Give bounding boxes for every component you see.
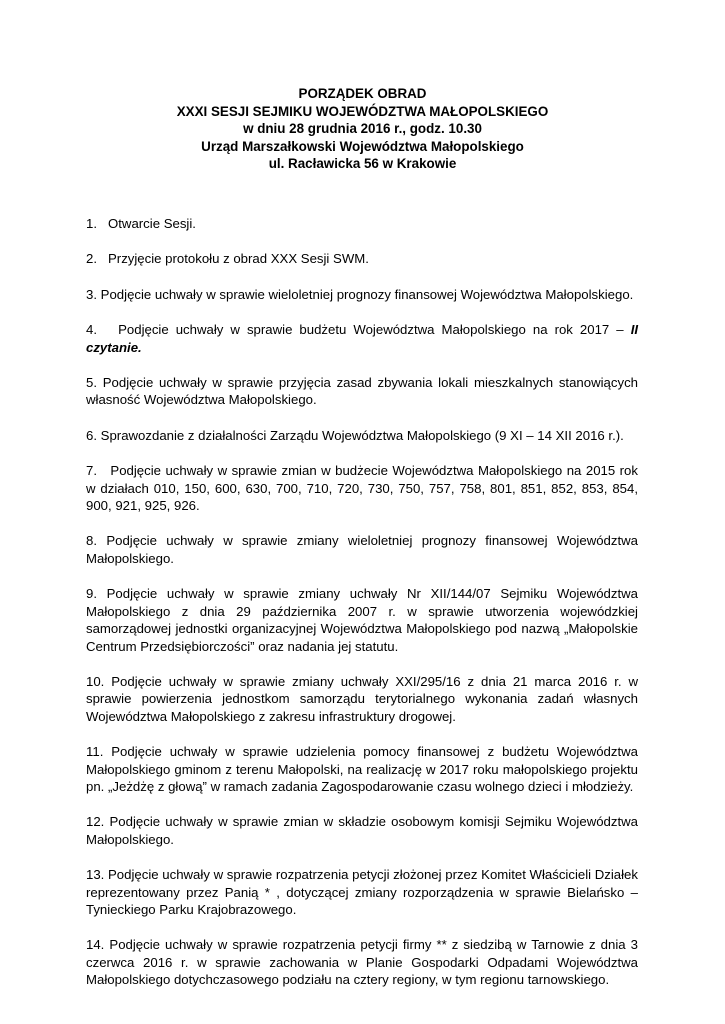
agenda-item-number: 12. xyxy=(86,814,105,830)
header-session: XXXI SESJI SEJMIKU WOJEWÓDZTWA MAŁOPOLSKIEGO xyxy=(176,103,549,119)
agenda-item-text: Podjęcie uchwały w sprawie udzielenia pomocy finansowej z budżetu Województwa Małopolskiego gminom z terenu Małopolski, na realizację w 2017 roku małopolskiego projektu pn. „Jeżdżę z głową” w ramach zadania Zagospodarowanie czasu wolnego dzieci i młodzieży. xyxy=(86,744,639,794)
agenda-item-number: 4. xyxy=(86,322,97,338)
agenda-item-number: 11. xyxy=(86,744,104,760)
agenda-item-text: Podjęcie uchwały w sprawie zmiany wieloletniej prognozy finansowej Województwa Małopolskiego. xyxy=(86,533,638,566)
agenda-item xyxy=(86,936,638,988)
agenda-item-number: 5. xyxy=(86,375,97,391)
agenda-item xyxy=(86,374,638,409)
agenda-item xyxy=(86,673,638,725)
agenda-item-text: Podjęcie uchwały w sprawie budżetu Województwa Małopolskiego na rok 2017 – xyxy=(118,322,624,338)
agenda-item xyxy=(86,321,638,356)
agenda-item xyxy=(86,532,638,567)
agenda-item-text: Podjęcie uchwały w sprawie wieloletniej prognozy finansowej Województwa Małopolskiego. xyxy=(100,286,634,302)
agenda-item xyxy=(86,866,638,918)
agenda-item-number: 9. xyxy=(86,586,97,602)
agenda-item-text: Otwarcie Sesji. xyxy=(108,216,196,231)
agenda-item-text: Podjęcie uchwały w sprawie zmiany uchwały Nr XII/144/07 Sejmiku Województwa Małopolskiego z dnia 29 października 2007 r. w sprawie utworzenia wojewódzkiej samorządowej jednostki organizacyjnej Województwa Małopolskiego pod nazwą „Małopolskie Centrum Przedsiębiorczości” oraz nadania jej statutu. xyxy=(86,586,638,654)
agenda-item-text: Sprawozdanie z działalności Zarządu Województwa Małopolskiego (9 XI – 14 XII 2016 r.). xyxy=(100,427,624,443)
agenda-item xyxy=(86,427,638,444)
agenda-item xyxy=(86,286,638,303)
agenda-item-number: 10. xyxy=(86,673,105,689)
agenda-item-text: Podjęcie uchwały w sprawie przyjęcia zasad zbywania lokali mieszkalnych stanowiących własność Województwa Małopolskiego. xyxy=(86,375,638,408)
document-header xyxy=(0,85,725,173)
agenda-item-number: 8. xyxy=(86,533,97,549)
agenda-item-number: 14. xyxy=(86,937,105,953)
agenda-item xyxy=(86,743,638,795)
agenda-item-emphasis: II czytanie. xyxy=(86,322,639,355)
agenda-item xyxy=(86,585,638,655)
agenda-item xyxy=(86,462,638,514)
agenda-item-text: Podjęcie uchwały w sprawie zmian w budżecie Województwa Małopolskiego na 2015 rok w działach 010, 150, 600, 630, 700, 710, 720, 730, 750, 757, 758, 801, 851, 852, 853, 854, 900, 921, 925, 926. xyxy=(86,463,638,514)
agenda-item-text: Podjęcie uchwały w sprawie rozpatrzenia petycji firmy ** z siedzibą w Tarnowie z dnia 3 czerwca 2016 r. w sprawie zachowania w Planie Gospodarki Odpadami Województwa Małopolskiego dotychczasowego podziału na cztery regiony, w tym regionu tarnowskiego. xyxy=(86,937,638,988)
agenda-item-number: 2. xyxy=(86,251,97,267)
agenda-item xyxy=(86,250,638,267)
agenda-item-text: Podjęcie uchwały w sprawie zmian w składzie osobowym komisji Sejmiku Województwa Małopolskiego. xyxy=(86,814,638,847)
header-date: w dniu 28 grudnia 2016 r., godz. 10.30 xyxy=(243,121,482,137)
agenda-item-number: 6. xyxy=(86,427,97,443)
header-title: PORZĄDEK OBRAD xyxy=(298,86,427,101)
agenda-item-text: Podjęcie uchwały w sprawie rozpatrzenia petycji złożonej przez Komitet Właścicieli Działek reprezentowany przez Panią * , dotyczącej zmiany rozporządzenia w sprawie Bielańsko – Tynieckiego Parku Krajobrazowego. xyxy=(86,867,638,917)
header-address: ul. Racławicka 56 w Krakowie xyxy=(268,156,457,172)
agenda-item-number: 7. xyxy=(86,463,97,479)
agenda-item xyxy=(86,813,638,848)
agenda-item-number: 1. xyxy=(86,216,97,231)
agenda-item-text: Podjęcie uchwały w sprawie zmiany uchwały XXI/295/16 z dnia 21 marca 2016 r. w sprawie powierzenia jednostkom samorządu terytorialnego wykonania zadań własnych Województwa Małopolskiego z zakresu infrastruktury drogowej. xyxy=(86,673,638,724)
agenda-item-number: 13. xyxy=(86,867,105,883)
agenda-item-text: Przyjęcie protokołu z obrad XXX Sesji SWM. xyxy=(108,251,369,267)
agenda-item-number: 3. xyxy=(86,286,97,302)
agenda-list xyxy=(86,215,638,1007)
header-office: Urząd Marszałkowski Województwa Małopolskiego xyxy=(201,138,524,154)
agenda-item xyxy=(86,215,638,232)
